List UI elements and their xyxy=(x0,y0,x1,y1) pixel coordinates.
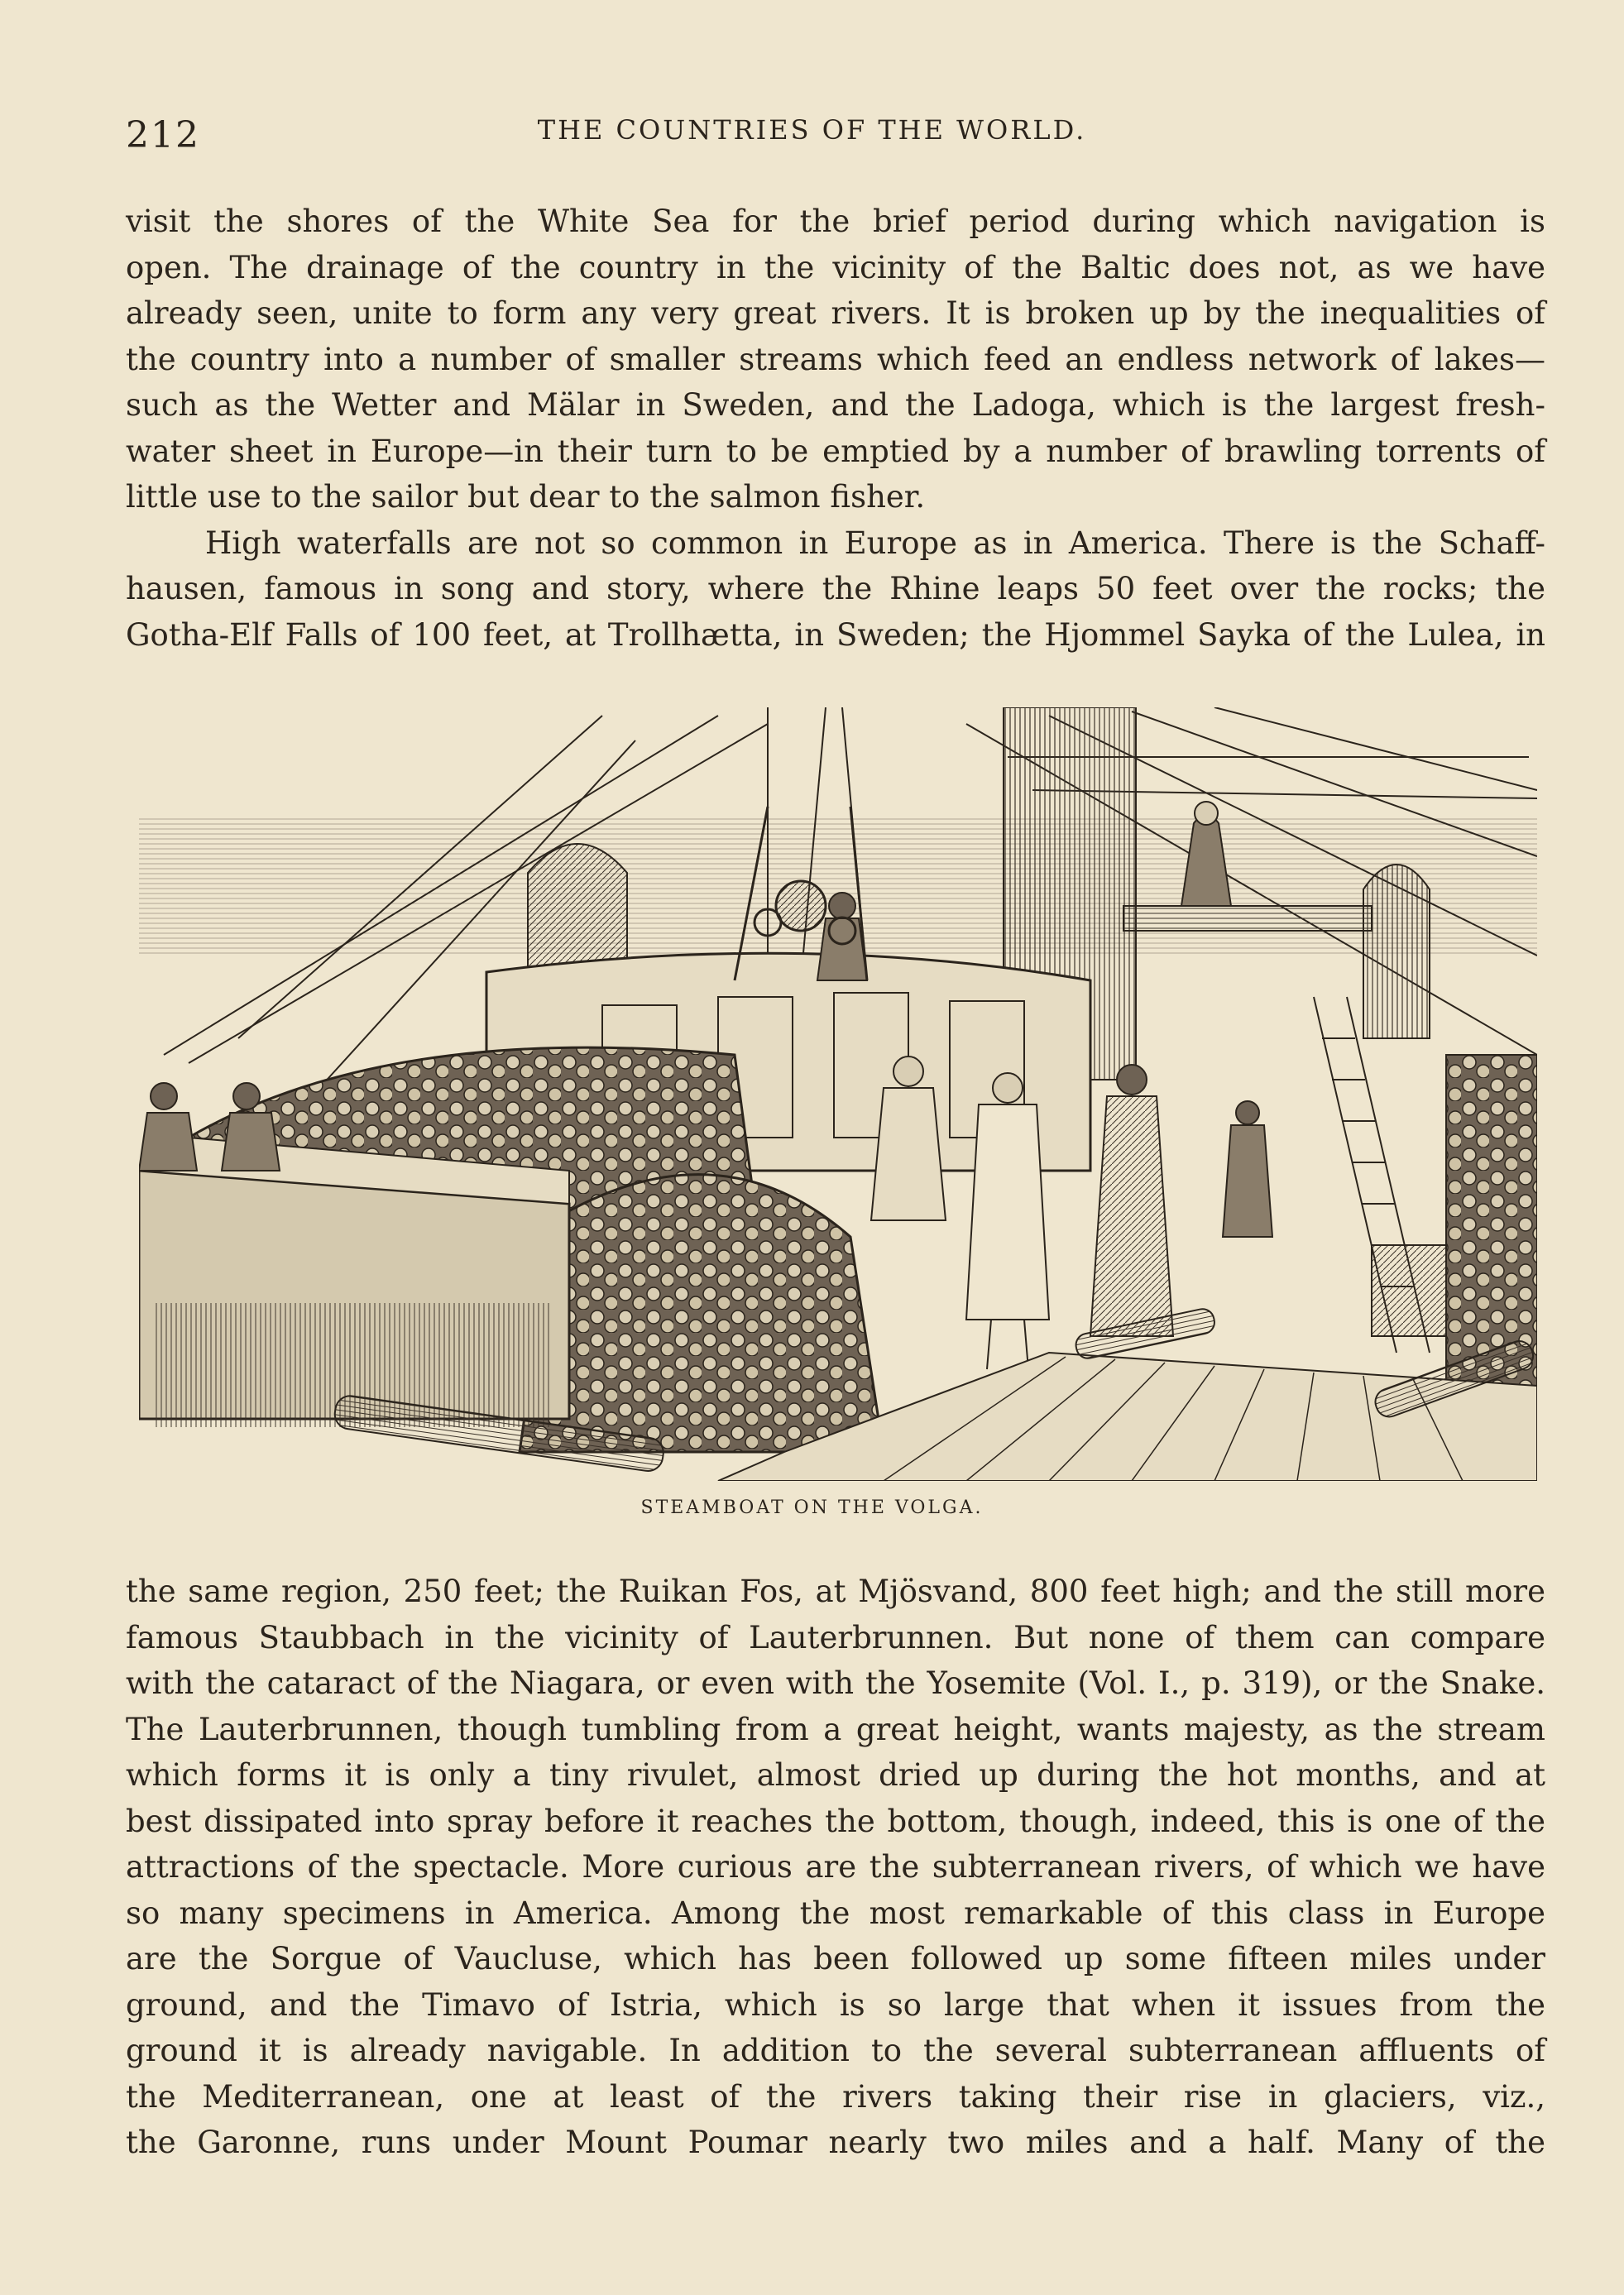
text-line: High waterfalls are not so common in Europe as in America. There is the Schaff- xyxy=(205,525,1545,561)
text-line: visit the shores of the White Sea for the brief period during which navigation is xyxy=(126,204,1545,239)
text-line: so many specimens in America. Among the most remarkable of this class in Europe xyxy=(126,1895,1545,1931)
text-line: famous Staubbach in the vicinity of Lauterbrunnen. But none of them can compare xyxy=(126,1619,1545,1655)
text-line: such as the Wetter and Mälar in Sweden, and the Ladoga, which is the largest fresh- xyxy=(126,387,1545,423)
text-line: Gotha-Elf Falls of 100 feet, at Trollhætta, in Sweden; the Hjommel Sayka of the Lulea, in xyxy=(126,616,1545,653)
text-line: hausen, famous in song and story, where the Rhine leaps 50 feet over the rocks; the xyxy=(126,571,1545,606)
text-line: with the cataract of the Niagara, or even with the Yosemite (Vol. I., p. 319), or the Snake. xyxy=(126,1665,1545,1701)
text-line: attractions of the spectacle. More curious are the subterranean rivers, of which we have xyxy=(126,1849,1545,1885)
text-line: ground it is already navigable. In addition to the several subterranean affluents of xyxy=(126,2033,1545,2068)
figure-caption: STEAMBOAT ON THE VOLGA. xyxy=(640,1497,984,1518)
text-line: the Garonne, runs under Mount Poumar nearly two miles and a half. Many of the xyxy=(126,2125,1545,2160)
text-line: are the Sorgue of Vaucluse, which has been followed up some fifteen miles under xyxy=(126,1941,1545,1976)
text-after-figure xyxy=(126,1569,1545,2166)
text-line: the Mediterranean, one at least of the rivers taking their rise in glaciers, viz., xyxy=(126,2078,1545,2115)
text-line: already seen, unite to form any very great rivers. It is broken up by the inequalities of xyxy=(126,295,1545,331)
text-before-figure xyxy=(126,199,1545,658)
text-line: which forms it is only a tiny rivulet, almost dried up during the hot months, and at xyxy=(126,1757,1545,1793)
text-line: water sheet in Europe—in their turn to be emptied by a number of brawling torrents of xyxy=(126,433,1545,469)
text-line: ground, and the Timavo of Istria, which is so large that when it issues from the xyxy=(126,1986,1545,2023)
running-title: THE COUNTRIES OF THE WORLD. xyxy=(537,114,1087,146)
engraving-illustration xyxy=(139,707,1537,1481)
text-line: best dissipated into spray before it reaches the bottom, though, indeed, this is one of the xyxy=(126,1803,1545,1839)
text-line: little use to the sailor but dear to the salmon fisher. xyxy=(126,479,926,515)
page-number: 212 xyxy=(126,114,200,156)
text-line: open. The drainage of the country in the vicinity of the Baltic does not, as we have xyxy=(126,249,1545,285)
text-line: the same region, 250 feet; the Ruikan Fos, at Mjösvand, 800 feet high; and the still more xyxy=(126,1574,1545,1609)
text-line: The Lauterbrunnen, though tumbling from a great height, wants majesty, as the stream xyxy=(126,1711,1545,1747)
text-line: the country into a number of smaller streams which feed an endless network of lakes— xyxy=(126,341,1545,377)
